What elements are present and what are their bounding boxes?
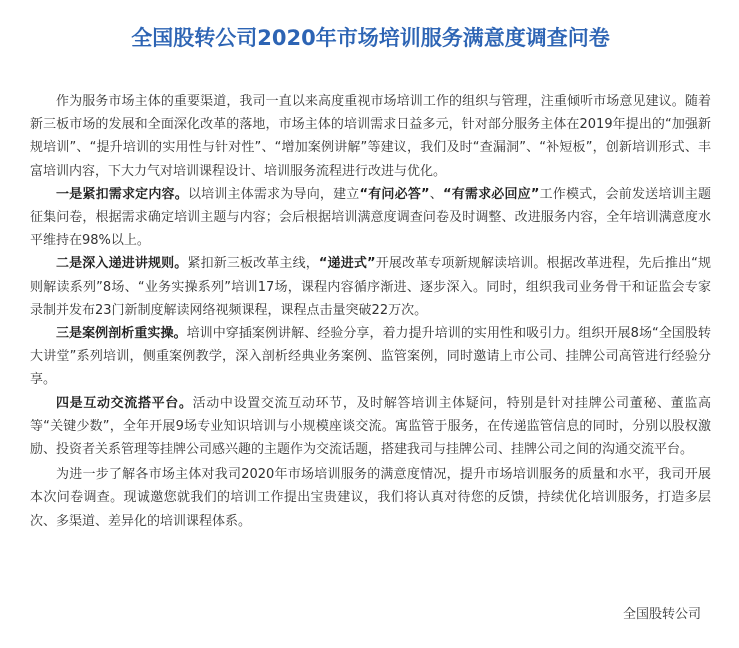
section-2-text-after: 开展改革专项新规解读培训。根据改革进程，先后推出“规则解读系列”8场、“业务实操系列”培训17场，课程内容循序渐进、逐步深入。同时，组织我司业务骨干和证监会专家录制并发布23门新制度解读网络视频课程，课程点击量突破22万次。 [30,256,711,318]
section-1-text-mid: 、 [429,186,443,202]
section-3-lead: 三是案例剖析重实操。 [56,326,187,342]
section-4-lead: 四是互动交流搭平台。 [56,395,193,411]
document-title: 全国股转公司2020年市场培训服务满意度调查问卷 [131,26,610,50]
intro-paragraph: 作为服务市场主体的重要渠道，我司一直以来高度重视市场培训工作的组织与管理，注重倾听市场意见建议。随着新三板市场的发展和全面深化改革的落地，市场主体的培训需求日益多元，针对部分服务主体在2019年提出的“加强新规培训”、“提升培训的实用性与针对性”、“增加案例讲解”等建议，我们及时“查漏洞”、“补短板”，创新培训形式、丰富培训内容，下大力气对培训课程设计、培训服务流程进行改进与优化。 [30,94,711,179]
section-3-text: 培训中穿插案例讲解、经验分享，着力提升培训的实用性和吸引力。组织开展8场“全国股转大讲堂”系列培训，侧重案例教学，深入剖析经典业务案例、监管案例，同时邀请上市公司、挂牌公司高管进行经验分享。 [30,326,711,388]
section-1-lead: 一是紧扣需求定内容。 [56,186,188,202]
section-2-text-before: 紧扣新三板改革主线， [187,256,319,272]
section-2-lead: 二是深入递进讲规则。 [56,256,188,272]
section-4-paragraph [30,392,711,462]
section-2-paragraph [30,252,711,322]
section-1-text-after: 工作模式，会前发送培训主题征集问卷，根据需求确定培训主题与内容；会后根据培训满意度调查问卷及时调整、改进服务内容，全年培训满意度水平维持在98%以上。 [30,186,711,249]
section-1-paragraph [30,183,711,253]
section-2-highlight-1: “递进式” [318,256,376,272]
section-4-text: 活动中设置交流互动环节，及时解答培训主体疑问，特别是针对挂牌公司董秘、董监高等“关键少数”，全年开展9场专业知识培训与小规模座谈交流。寓监管于服务，在传递监管信息的同时，分别以股权激励、投资者关系管理等挂牌公司感兴趣的主题作为交流话题，搭建我司与挂牌公司、挂牌公司之间的沟通交流平台。 [30,395,711,458]
section-3-paragraph [30,322,711,392]
closing-paragraph: 为进一步了解各市场主体对我司2020年市场培训服务的满意度情况，提升市场培训服务的质量和水平，我司开展本次问卷调查。现诚邀您就我们的培训工作提出宝贵建议，我们将认真对待您的反馈，持续优化培训服务，打造多层次、多渠道、差异化的培训课程体系。 [30,467,711,529]
section-1-highlight-2: “有需求必回应” [442,186,540,202]
section-1-text-before: 以培训主体需求为导向，建立 [187,186,360,202]
signature: 全国股转公司 [622,607,701,622]
section-1-highlight-1: “有问必答” [359,186,430,202]
